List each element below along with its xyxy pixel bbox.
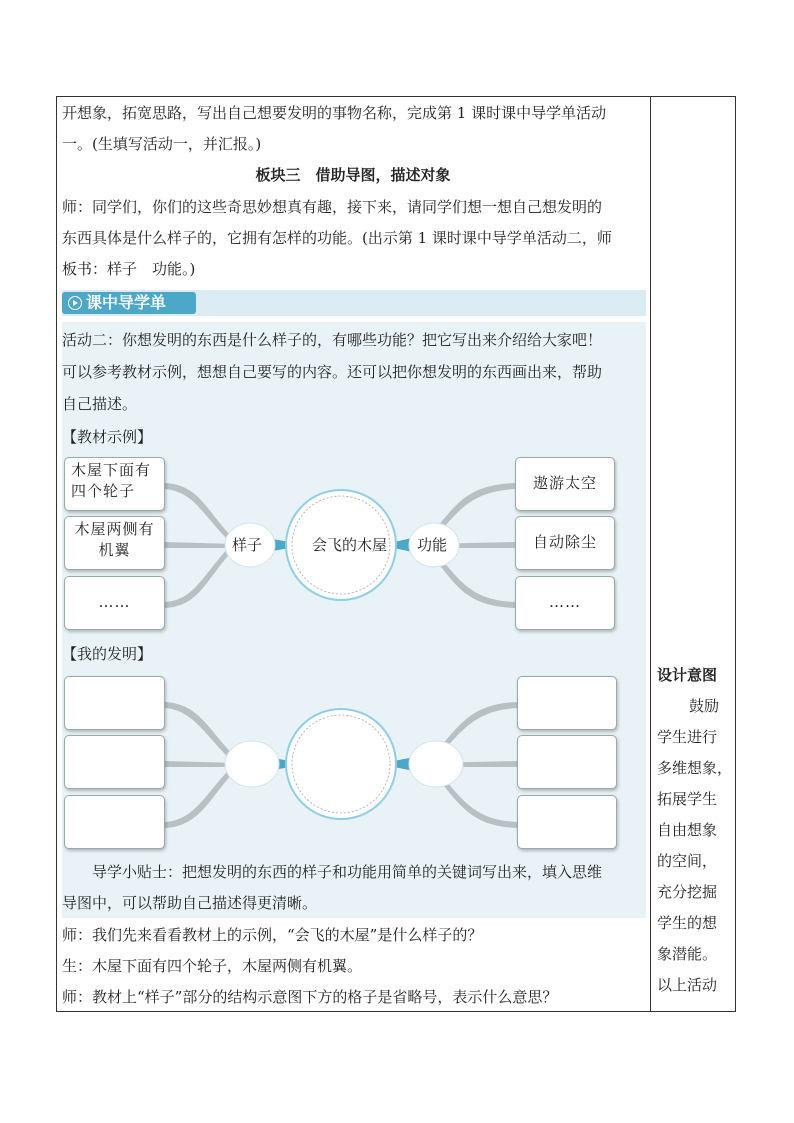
my-function-box-1[interactable] (517, 676, 617, 730)
example-appearance-box-2: 木屋两侧有 机翼 (64, 516, 165, 570)
guide-pill-label: 课中导学单 (86, 293, 167, 312)
sidebar-line: 自由想象 (657, 821, 718, 839)
sidebar-line: 拓展学生 (657, 790, 718, 808)
sidebar-line: 象潜能。 (657, 945, 718, 963)
tip-line: 导图中，可以帮助自己描述得更清晰。 (62, 894, 318, 912)
body-line: 板书：样子 功能。) (62, 260, 196, 278)
example-appearance-box-1: 木屋下面有 四个轮子 (64, 457, 165, 511)
dialogue-line: 师：我们先来看看教材上的示例，“会飞的木屋”是什么样子的？ (62, 926, 483, 944)
section-title: 板块三 借助导图，描述对象 (255, 166, 451, 184)
mindmap-hub-function: 功能 (417, 536, 448, 554)
my-function-box-2[interactable] (517, 735, 617, 789)
sidebar-title: 设计意图 (657, 666, 718, 684)
activity-line: 可以参考教材示例，想想自己要写的内容。还可以把你想发明的东西画出来，帮助 (62, 363, 603, 381)
dialogue-line: 生：木屋下面有四个轮子，木屋两侧有机翼。 (62, 957, 363, 975)
body-line: 东西具体是什么样子的，它拥有怎样的功能。(出示第 1 课时课中导学单活动二，师 (62, 229, 612, 247)
my-invention-label: 【我的发明】 (62, 645, 153, 663)
example-function-box-1: 遨游太空 (515, 457, 615, 511)
my-function-box-3[interactable] (517, 795, 617, 849)
sidebar-line: 学生进行 (657, 728, 718, 746)
body-line: 一。(生填写活动一，并汇报。) (62, 135, 262, 153)
sidebar-line: 以上活动 (657, 976, 718, 994)
sidebar-line: 鼓励 (689, 697, 720, 715)
sidebar-line: 的空间， (657, 852, 718, 870)
my-appearance-box-1[interactable] (64, 676, 165, 730)
sidebar-line: 多维想象， (657, 759, 733, 777)
activity-line: 活动二：你想发明的东西是什么样子的，有哪些功能？把它写出来介绍给大家吧！ (62, 331, 603, 349)
body-line: 开想象，拓宽思路，写出自己想要发明的事物名称，完成第 1 课时课中导学单活动 (62, 104, 607, 122)
my-appearance-box-3[interactable] (64, 795, 165, 849)
example-function-box-3: …… (515, 576, 615, 630)
activity-line: 自己描述。 (62, 395, 138, 413)
tip-line: 导学小贴士：把想发明的东西的样子和功能用简单的关键词写出来，填入思维 (92, 863, 603, 881)
sidebar-line: 充分挖掘 (657, 883, 718, 901)
mindmap-hub-appearance: 样子 (232, 536, 263, 554)
my-appearance-box-2[interactable] (64, 735, 165, 789)
mindmap-center-label: 会飞的木屋 (312, 536, 388, 554)
example-function-box-2: 自动除尘 (515, 516, 615, 570)
example-appearance-box-3: …… (64, 576, 165, 630)
dialogue-line: 师：教材上“样子”部分的结构示意图下方的格子是省略号，表示什么意思？ (62, 988, 558, 1006)
example-label: 【教材示例】 (62, 428, 153, 446)
body-line: 师：同学们，你们的这些奇思妙想真有趣，接下来，请同学们想一想自己想发明的 (62, 198, 603, 216)
sidebar-line: 学生的想 (657, 914, 718, 932)
